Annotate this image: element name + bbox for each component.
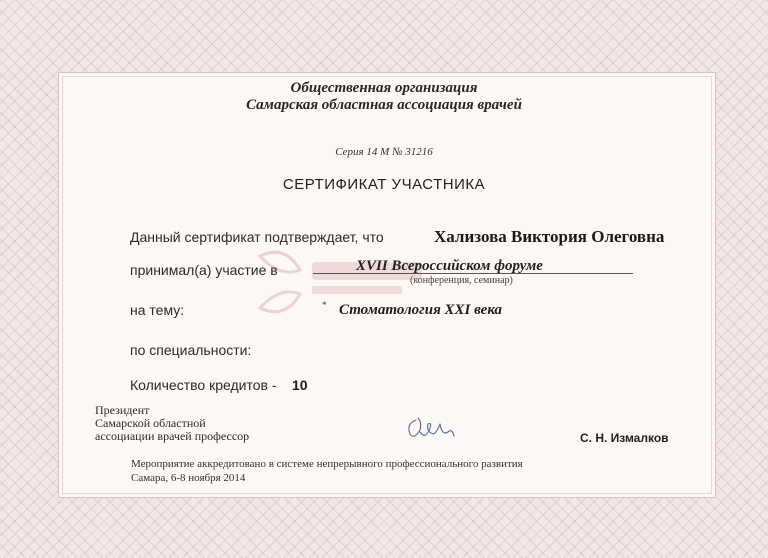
- handwritten-signature: [402, 410, 462, 446]
- series-number: Серия 14 М № 31216: [335, 146, 433, 158]
- place-and-date: Самара, 6-8 ноября 2014: [131, 472, 246, 484]
- participant-name: Хализова Виктория Олеговна: [434, 227, 665, 246]
- footer-block: [131, 457, 523, 485]
- president-block: [95, 404, 295, 443]
- event-hint: (конференция, семинар): [410, 275, 513, 286]
- topic-value: Стоматология XXI века: [339, 302, 503, 318]
- president-line-1: Президент: [95, 403, 150, 417]
- topic-label: на тему:: [130, 302, 185, 318]
- organization-line-1: Общественная организация: [290, 80, 478, 96]
- credits-value: 10: [292, 377, 308, 393]
- credits-label: Количество кредитов -: [130, 377, 277, 393]
- accreditation-note: Мероприятие аккредитовано в системе непрерывного профессионального развития: [131, 458, 523, 470]
- organization-line-2: Самарская областная ассоциация врачей: [246, 97, 522, 113]
- confirm-label: Данный сертификат подтверждает, что: [130, 229, 384, 245]
- signer-name: С. Н. Измалков: [580, 431, 669, 445]
- event-name: XVII Всероссийском форуме: [356, 258, 543, 274]
- president-line-3: ассоциации врачей профессор: [95, 429, 250, 443]
- president-line-2: Самарской областной: [95, 416, 206, 430]
- specialty-label: по специальности:: [130, 342, 252, 358]
- certificate-title: СЕРТИФИКАТ УЧАСТНИКА: [282, 176, 486, 193]
- topic-marker: *: [322, 300, 327, 310]
- participation-label: принимал(а) участие в: [130, 262, 278, 278]
